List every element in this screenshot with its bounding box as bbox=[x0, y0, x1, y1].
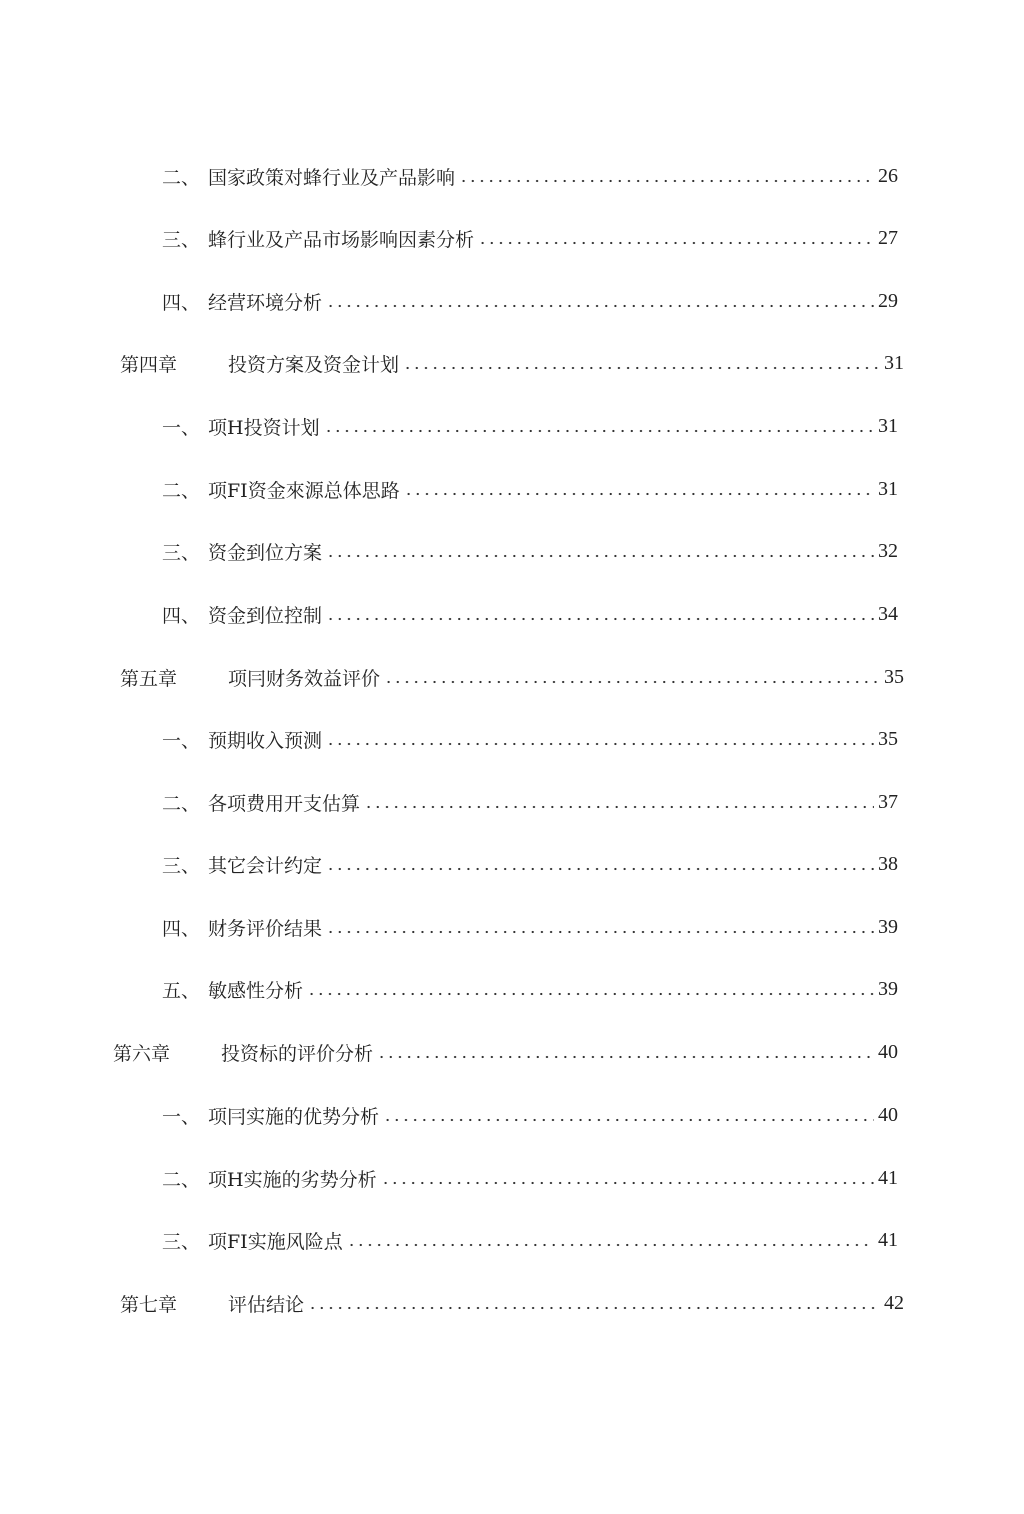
toc-entry-title: 国家政策对蜂行业及产品影响 bbox=[208, 166, 456, 189]
toc-entry-page: 40 bbox=[878, 1103, 898, 1126]
toc-entry-page: 39 bbox=[878, 915, 898, 938]
dot-leader bbox=[326, 741, 874, 747]
toc-entry-number: 一、 bbox=[162, 729, 201, 752]
toc-entry-title: 项H投资计划 bbox=[208, 416, 320, 439]
toc-entry-title: 敏感性分析 bbox=[208, 979, 304, 1002]
toc-chapter[interactable] bbox=[120, 660, 904, 694]
toc-chapter-title: 评估结论 bbox=[228, 1293, 305, 1316]
toc-chapter[interactable] bbox=[113, 1035, 898, 1069]
dot-leader bbox=[326, 553, 874, 559]
dot-leader bbox=[403, 365, 880, 371]
toc-entry-page: 27 bbox=[878, 226, 898, 249]
toc-chapter-number: 第四章 bbox=[120, 353, 178, 376]
dot-leader bbox=[324, 428, 874, 434]
dot-leader bbox=[347, 1242, 874, 1248]
toc-entry-title: 预期收入预测 bbox=[208, 729, 323, 752]
dot-leader bbox=[326, 303, 874, 309]
toc-entry[interactable] bbox=[162, 472, 898, 506]
toc-entry-number: 三、 bbox=[162, 854, 201, 877]
toc-entry-page: 34 bbox=[878, 602, 898, 625]
toc-entry-title: 经营环境分析 bbox=[208, 291, 323, 314]
toc-entry[interactable] bbox=[162, 785, 898, 819]
toc-chapter-number: 第六章 bbox=[113, 1042, 171, 1065]
toc-entry-number: 三、 bbox=[162, 1230, 201, 1253]
toc-entry[interactable] bbox=[162, 1223, 898, 1257]
toc-entry-number: 四、 bbox=[162, 917, 201, 940]
toc-chapter-number: 第五章 bbox=[120, 667, 178, 690]
dot-leader bbox=[326, 929, 874, 935]
toc-entry-title: 项FI资金來源总体思路 bbox=[208, 479, 400, 502]
dot-leader bbox=[326, 616, 874, 622]
dot-leader bbox=[478, 240, 874, 246]
toc-entry-number: 二、 bbox=[162, 792, 201, 815]
toc-entry-page: 41 bbox=[878, 1228, 898, 1251]
toc-chapter[interactable] bbox=[120, 1286, 904, 1320]
toc-chapter-page: 31 bbox=[884, 351, 904, 374]
toc-entry[interactable] bbox=[162, 221, 898, 255]
toc-entry-page: 29 bbox=[878, 289, 898, 312]
toc-entry-number: 三、 bbox=[162, 228, 201, 251]
toc-chapter-page: 42 bbox=[884, 1291, 904, 1314]
toc-entry[interactable] bbox=[162, 597, 898, 631]
dot-leader bbox=[383, 1117, 874, 1123]
toc-entry-title: 资金到位控制 bbox=[208, 604, 323, 627]
toc-entry-title: 蜂行业及产品市场影响因素分析 bbox=[208, 228, 475, 251]
toc-entry-title: 财务评价结果 bbox=[208, 917, 323, 940]
toc-chapter-page: 35 bbox=[884, 665, 904, 688]
toc-entry[interactable] bbox=[162, 159, 898, 193]
toc-chapter-title: 投资方案及资金计划 bbox=[228, 353, 400, 376]
toc-entry[interactable] bbox=[162, 1098, 898, 1132]
dot-leader bbox=[326, 866, 874, 872]
toc-chapter-title: 项冃财务效益评价 bbox=[228, 667, 381, 690]
toc-entry-number: 二、 bbox=[162, 1168, 201, 1191]
toc-entry-title: 项H实施的劣势分析 bbox=[208, 1168, 377, 1191]
toc-entry-page: 38 bbox=[878, 852, 898, 875]
toc-entry-page: 35 bbox=[878, 727, 898, 750]
toc-entry-number: 二、 bbox=[162, 166, 201, 189]
toc-entry[interactable] bbox=[162, 534, 898, 568]
toc-entry-number: 四、 bbox=[162, 604, 201, 627]
toc-entry-page: 39 bbox=[878, 977, 898, 1000]
toc-entry-title: 资金到位方案 bbox=[208, 541, 323, 564]
toc-entry-number: 一、 bbox=[162, 1105, 201, 1128]
toc-chapter-page: 40 bbox=[878, 1040, 898, 1063]
toc-entry[interactable] bbox=[162, 972, 898, 1006]
toc-entry-page: 31 bbox=[878, 414, 898, 437]
dot-leader bbox=[459, 178, 874, 184]
toc-entry[interactable] bbox=[162, 409, 898, 443]
toc-chapter-number: 第七章 bbox=[120, 1293, 178, 1316]
toc-chapter-title: 投资标的评价分析 bbox=[221, 1042, 374, 1065]
toc-entry[interactable] bbox=[162, 847, 898, 881]
toc-entry-page: 31 bbox=[878, 477, 898, 500]
toc-entry-title: 项冃实施的优势分析 bbox=[208, 1105, 380, 1128]
toc-entry-page: 26 bbox=[878, 164, 898, 187]
toc-entry[interactable] bbox=[162, 910, 898, 944]
toc-entry[interactable] bbox=[162, 1161, 898, 1195]
toc-entry-number: 三、 bbox=[162, 541, 201, 564]
toc-entry[interactable] bbox=[162, 722, 898, 756]
toc-entry-number: 五、 bbox=[162, 979, 201, 1002]
toc-entry-title: 其它会计约定 bbox=[208, 854, 323, 877]
toc-entry-page: 37 bbox=[878, 790, 898, 813]
toc-entry-title: 各项费用开支估算 bbox=[208, 792, 361, 815]
toc-entry-title: 项FI实施风险点 bbox=[208, 1230, 343, 1253]
toc-entry-page: 41 bbox=[878, 1166, 898, 1189]
toc-entry-number: 二、 bbox=[162, 479, 201, 502]
toc-entry-page: 32 bbox=[878, 539, 898, 562]
dot-leader bbox=[404, 491, 874, 497]
toc-entry[interactable] bbox=[162, 284, 898, 318]
dot-leader bbox=[307, 991, 874, 997]
dot-leader bbox=[384, 679, 880, 685]
toc-entry-number: 一、 bbox=[162, 416, 201, 439]
toc-entry-number: 四、 bbox=[162, 291, 201, 314]
dot-leader bbox=[381, 1180, 874, 1186]
toc-chapter[interactable] bbox=[120, 346, 904, 380]
dot-leader bbox=[364, 804, 874, 810]
dot-leader bbox=[377, 1054, 874, 1060]
dot-leader bbox=[308, 1305, 880, 1311]
